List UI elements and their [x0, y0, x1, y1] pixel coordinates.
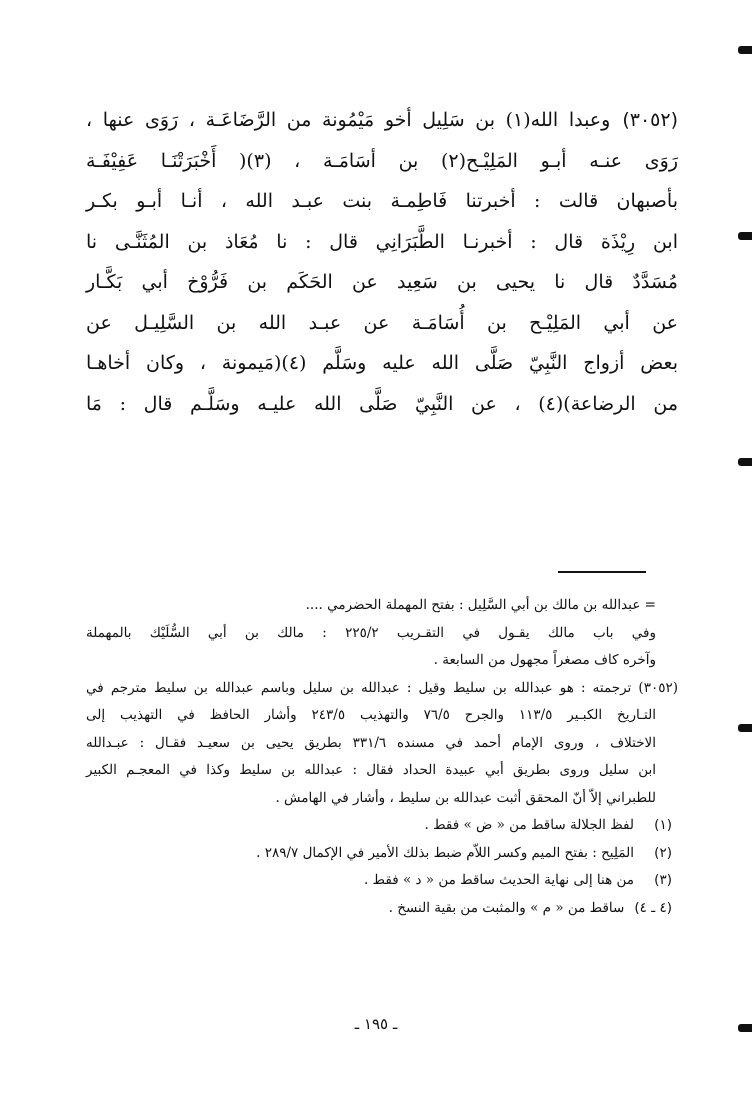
main-line: مُسَدَّدٌ قال نا يحيى بن سَعِيد عن الحَكَم بن فَرُّوْخ أبي بَكَّـار [86, 271, 678, 293]
note-line: للطبراني إلاّ أنّ المحقق أثبت عبدالله بن سليط ، وأشار في الهامش . [275, 789, 656, 806]
main-line [86, 100, 678, 141]
scan-edge-mark [738, 232, 752, 240]
note-line: وفي باب مالك يقـول في التقـريب ٢٢٥/٢ : مالك بن أبي السُّلَيْك بالمهملة [86, 624, 656, 641]
footnote-number: (٢) [654, 844, 672, 861]
footnote [86, 895, 678, 923]
footnote-separator [558, 571, 646, 573]
footnote [86, 840, 678, 868]
footnote-number: (١) [654, 817, 672, 833]
footnote-number: (٤ ـ ٤) [634, 899, 672, 916]
footnote-number: (٣) [654, 872, 672, 888]
scan-edge-mark [738, 458, 752, 466]
footnote-text: من هنا إلى نهاية الحديث ساقط من « د » فقط . [363, 872, 634, 888]
main-line: من الرضاعة)(٤) ، عن النَّبِيّ صَلَّى الله عليـه وسَلَّـم قال : مَا [86, 392, 678, 415]
main-line-text: وعبدا الله(١) بن سَلِيل أخو مَيْمُونة من الرَّضَاعَـة ، رَوَى عنها ، [86, 109, 611, 131]
note-line: = عبدالله بن مالك بن أبي السَّلِيل : بفتح المهملة الحضرمي .... [305, 597, 656, 613]
main-line: رَوَى عنـه أبـو المَلِيْـح(٢) بن أسَامَـة ، (٣)( أَخْبَرَتْنَـا عَفِيْفَـة [86, 149, 678, 172]
main-line: ابن رِيْذَة قال : أخبرنـا الطَّبَرَانِي قال : نا مُعَاذ بن المُثَنَّـى نا [86, 230, 678, 253]
note-line: الاختلاف ، وروى الإمام أحمد في مسنده ٣٣١/٦ بطريق يحيى بن سعيـد فقـال : عبـدالله [86, 734, 657, 751]
scan-edge-mark [738, 724, 752, 732]
entry-number: (٣٠٥٢) [622, 109, 678, 131]
note-line: التـاريخ الكبـير ١١٣/٥ والجرح ٧٦/٥ والتهذيب ٢٤٣/٥ وأشار الحافظ في التهذيب إلى [86, 707, 656, 723]
main-line: بأصبهان قالت : أخبرتنا فَاطِمـة بنت عبـد الله ، أنـا أبـو بكـر [86, 190, 678, 212]
footnote [86, 812, 678, 840]
footnote-text: لفظ الجلالة ساقط من « ض » فقط . [424, 817, 634, 833]
scan-edge-mark [738, 1024, 752, 1032]
main-line: عن أبي المَلِيْـح بن أُسَامَـة عن عبـد الله بن السَّلِيـل عن [86, 311, 678, 334]
note-line: (٣٠٥٢) ترجمته : هو عبدالله بن سليط وقيل : عبدالله بن سليل وباسم عبدالله بن سليط مترجم في [86, 679, 678, 696]
note-line: ابن سليل وروى بطريق أبي عبيدة الحداد فقال : عبدالله بن سليط وكذا في المعجـم الكبير [86, 762, 656, 778]
footnote-text: ساقط من « م » والمثبت من بقية النسخ . [388, 899, 625, 916]
page-number: ـ ١٩٥ ـ [354, 1015, 398, 1033]
footnote [86, 867, 678, 895]
main-text [86, 100, 678, 424]
footnote-text: المَلِيح : بفتح الميم وكسر اللاّم ضبط بذلك الأمير في الإكمال ٢٨٩/٧ . [256, 844, 634, 861]
scan-edge-mark [738, 46, 752, 54]
main-line: بعض أزواج النَّبِيّ صَلَّى الله عليه وسَلَّم (٤)(مَيمونة ، وكان أخاهـا [86, 352, 678, 374]
footnotes-section [86, 592, 678, 922]
note-line: وآخره كاف مصغراً مجهول من السابعة . [433, 652, 656, 668]
